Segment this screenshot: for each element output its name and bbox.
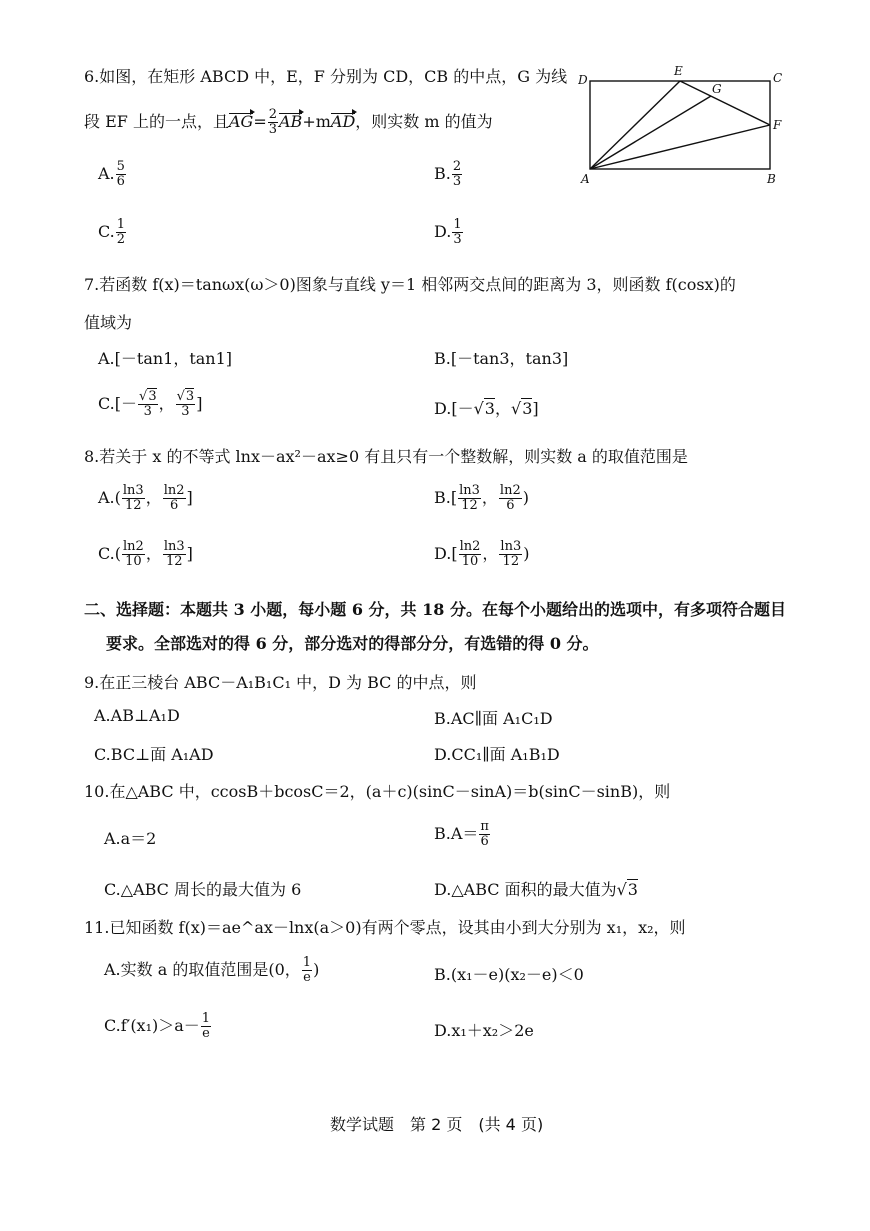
numerator: ln2 — [163, 483, 185, 498]
separator: ， — [482, 544, 499, 563]
numerator: 1 — [116, 217, 126, 232]
fraction-two-thirds — [268, 108, 278, 137]
option-suffix: ] — [186, 488, 193, 507]
vector-ad: AD — [330, 112, 356, 131]
fraction — [452, 218, 462, 247]
option-prefix: D.△ABC 面积的最大值为 — [434, 880, 617, 899]
fraction — [499, 484, 522, 513]
numerator: ln3 — [122, 483, 144, 498]
q6-stem-line1: 6.如图，在矩形 ABCD 中，E，F 分别为 CD，CB 的中点，G 为线 — [84, 67, 568, 86]
label-b: B — [767, 172, 776, 186]
denominator: 12 — [502, 554, 520, 569]
numerator: 2 — [452, 159, 462, 174]
option-suffix: ) — [313, 960, 320, 979]
q7-stem-line2: 值域为 — [84, 313, 133, 332]
q7-option-c[interactable] — [98, 390, 202, 419]
q11-option-c[interactable] — [104, 1012, 212, 1041]
segment-ag — [590, 96, 711, 169]
denominator: 3 — [181, 404, 190, 419]
fraction — [201, 1012, 211, 1041]
segment-af — [590, 125, 770, 169]
option-suffix: ) — [523, 544, 530, 563]
numerator: 1 — [453, 217, 462, 232]
q10-option-a[interactable]: A.a＝2 — [104, 829, 157, 848]
option-suffix: ] — [196, 394, 203, 413]
q11-option-d[interactable]: D.x₁＋x₂＞2e — [434, 1021, 534, 1040]
numerator: ln3 — [459, 483, 480, 498]
label-d: D — [578, 73, 588, 87]
q11-option-a[interactable] — [104, 956, 319, 985]
q8-stem-line1: 8.若关于 x 的不等式 lnx－ax²－ax≥0 有且只有一个整数解，则实数 a 的取值范围是 — [84, 447, 688, 466]
fraction — [458, 484, 481, 513]
numerator: ln2 — [123, 539, 144, 554]
option-prefix: C.( — [98, 544, 121, 563]
option-suffix: ] — [532, 399, 539, 418]
q6-stem-line2 — [84, 108, 493, 137]
q7-option-a[interactable]: A.[－tan1，tan1] — [98, 349, 233, 368]
denominator: 3 — [453, 232, 462, 247]
numerator: ln3 — [500, 539, 522, 554]
option-prefix: C.f′(x₁)＞a－ — [104, 1016, 200, 1035]
fraction — [116, 218, 126, 247]
radicand: 3 — [484, 399, 495, 418]
radicand: 3 — [185, 389, 195, 404]
fraction — [138, 390, 158, 419]
fraction — [302, 956, 312, 985]
denominator: e — [202, 1026, 210, 1041]
denominator: 3 — [452, 174, 462, 189]
label-a: A — [581, 172, 590, 186]
q7-stem-line1: 7.若函数 f(x)＝tanωx(ω＞0)图象与直线 y＝1 相邻两交点间的距离为 3，则函数 f(cosx)的 — [84, 275, 736, 294]
option-label: B. — [434, 164, 451, 183]
q11-stem-line1: 11.已知函数 f(x)＝ae^ax－lnx(a＞0)有两个零点，设其由小到大分别为 x₁，x₂，则 — [84, 918, 686, 937]
option-prefix: B.A＝ — [434, 824, 479, 843]
fraction — [479, 820, 490, 849]
q6-option-a[interactable] — [98, 160, 127, 189]
label-g: G — [712, 82, 722, 96]
denominator: 3 — [143, 404, 152, 419]
denominator: 12 — [125, 498, 142, 513]
equals-sign: = — [253, 112, 267, 131]
option-label: A. — [98, 164, 115, 183]
denominator: 6 — [480, 834, 489, 849]
denominator: 6 — [506, 498, 515, 513]
fraction — [452, 160, 462, 189]
denominator: 6 — [116, 174, 125, 189]
separator: ， — [145, 488, 162, 507]
q6-option-c[interactable] — [98, 218, 127, 247]
q9-option-a[interactable]: A.AB⊥A₁D — [94, 706, 180, 725]
numerator: ln3 — [163, 539, 185, 554]
option-label: D. — [434, 222, 452, 241]
label-f: F — [773, 118, 782, 132]
option-suffix: ] — [186, 544, 193, 563]
fraction — [459, 540, 482, 569]
segment-ef — [680, 81, 770, 125]
q10-option-b[interactable] — [434, 820, 491, 849]
q10-option-c[interactable]: C.△ABC 周长的最大值为 6 — [104, 880, 302, 899]
radicand: 3 — [148, 389, 157, 404]
q6-option-d[interactable] — [434, 218, 464, 247]
option-label: C. — [98, 222, 115, 241]
denominator: 12 — [165, 554, 183, 569]
separator: ， — [494, 399, 511, 418]
q11-option-b[interactable]: B.(x₁－e)(x₂－e)＜0 — [434, 965, 584, 984]
radicand: 3 — [627, 880, 638, 899]
option-suffix: ) — [522, 488, 529, 507]
q6-option-b[interactable] — [434, 160, 463, 189]
numerator: 1 — [201, 1011, 211, 1026]
fraction — [116, 160, 126, 189]
label-e: E — [674, 64, 683, 78]
q9-stem-line1: 9.在正三棱台 ABC－A₁B₁C₁ 中，D 为 BC 的中点，则 — [84, 673, 477, 692]
section2-heading-line2: 要求。全部选对的得 6 分，部分选对的得部分分，有选错的得 0 分。 — [106, 634, 599, 653]
numerator: √3 — [139, 389, 157, 404]
numerator: 1 — [302, 955, 312, 970]
vector-ab: AB — [279, 112, 303, 131]
option-prefix: B.[ — [434, 488, 458, 507]
q10-option-d[interactable]: D.△ABC 面积的最大值为√3 — [434, 880, 638, 899]
denominator: 10 — [125, 554, 142, 569]
denominator: 2 — [116, 232, 126, 247]
page-footer: 数学试题 第 2 页 (共 4 页) — [330, 1115, 544, 1134]
denominator: 6 — [169, 498, 179, 513]
fraction — [499, 540, 522, 569]
separator: ， — [158, 394, 175, 413]
fraction — [163, 540, 186, 569]
denominator: e — [303, 970, 311, 985]
section2-heading-line1: 二、选择题：本题共 3 小题，每小题 6 分，共 18 分。在每个小题给出的选项中，有多项符合题目 — [84, 600, 786, 619]
q9-option-c[interactable]: C.BC⊥面 A₁AD — [94, 745, 214, 764]
numerator: ln2 — [459, 539, 481, 554]
fraction — [122, 540, 145, 569]
segment-ae — [590, 81, 680, 169]
q6-stem-part-a: 段 EF 上的一点，且 — [84, 112, 229, 131]
q10-stem-line1: 10.在△ABC 中，ccosB＋bcosC＝2，(a＋c)(sinC－sinA)＝b(sinC－sinB)，则 — [84, 782, 671, 801]
q8-option-c[interactable] — [98, 540, 193, 569]
q9-option-d[interactable]: D.CC₁∥面 A₁B₁D — [434, 745, 560, 764]
numerator: √3 — [176, 389, 195, 404]
option-prefix: A.( — [98, 488, 121, 507]
q8-option-a[interactable] — [98, 484, 193, 513]
numerator: π — [480, 819, 489, 834]
option-prefix: A.实数 a 的取值范围是(0， — [104, 960, 301, 979]
vector-ag: AG — [228, 112, 254, 131]
rectangle-abcd — [590, 81, 770, 169]
fraction — [122, 484, 145, 513]
rectangle-figure — [578, 62, 788, 187]
q7-option-b[interactable]: B.[－tan3，tan3] — [434, 349, 569, 368]
denominator: 12 — [461, 498, 478, 513]
label-c: C — [773, 71, 783, 85]
numerator: 2 — [268, 107, 277, 122]
denominator: 3 — [268, 122, 277, 137]
option-prefix: C.[－ — [98, 394, 138, 413]
q7-option-d[interactable]: D.[－√3，√3] — [434, 399, 539, 418]
fraction — [163, 484, 186, 513]
separator: ， — [481, 488, 498, 507]
option-prefix: D.[－ — [434, 399, 474, 418]
q8-option-b[interactable] — [434, 484, 529, 513]
fraction — [176, 390, 196, 419]
separator: ， — [145, 544, 162, 563]
q6-stem-part-b: ，则实数 m 的值为 — [355, 112, 493, 131]
numerator: 5 — [116, 159, 125, 174]
option-prefix: D.[ — [434, 544, 458, 563]
denominator: 10 — [461, 554, 479, 569]
radicand: 3 — [522, 399, 533, 418]
numerator: ln2 — [499, 483, 521, 498]
q9-option-b[interactable]: B.AC∥面 A₁C₁D — [434, 709, 553, 728]
plus-m: +m — [302, 112, 331, 131]
q8-option-d[interactable] — [434, 540, 529, 569]
